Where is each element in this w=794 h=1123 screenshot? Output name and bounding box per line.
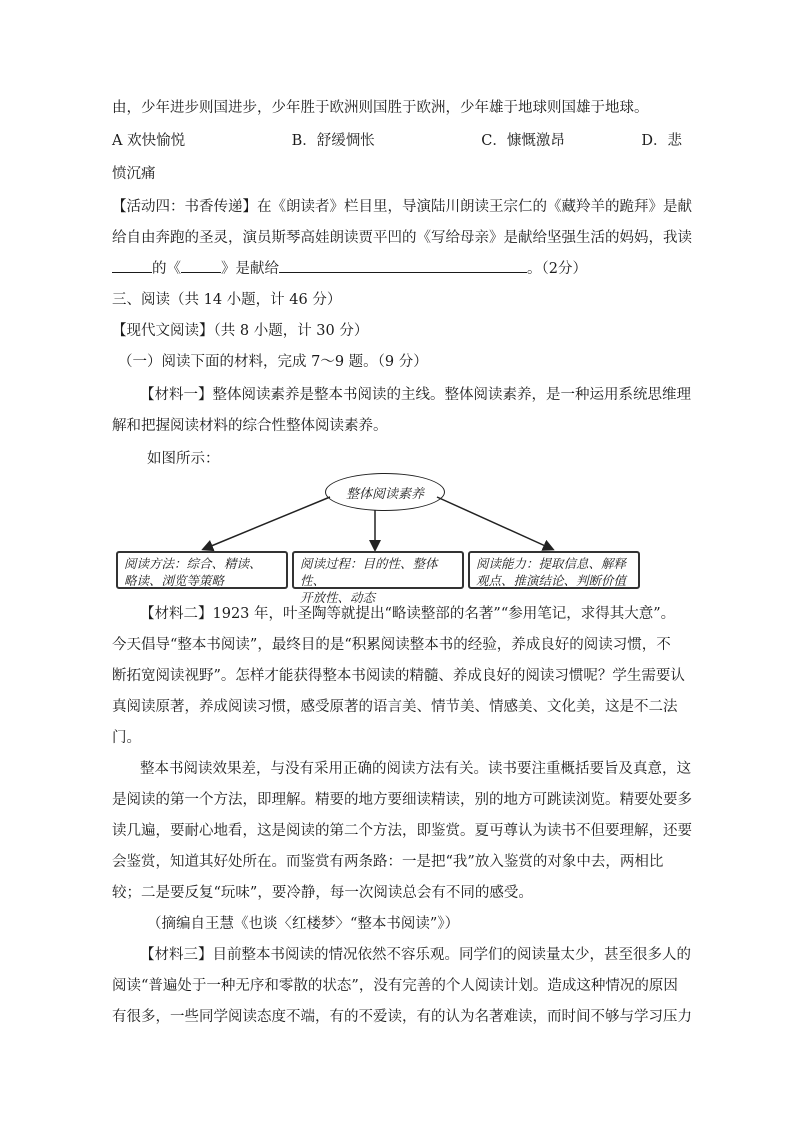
- text-line: 有很多，一些同学阅读态度不端，有的不爱读，有的认为名著难读，而时间不够与学习压力: [112, 1009, 692, 1025]
- text-line: 会鉴赏，知道其好处所在。而鉴赏有两条路：一是把“我”放入鉴赏的对象中去，两相比: [112, 854, 664, 870]
- answer-options: [112, 130, 682, 152]
- diagram-box-ability: 阅读能力：提取信息、解释 观点、推演结论、判断价值: [468, 551, 640, 589]
- text-line: 愤沉痛: [112, 166, 156, 182]
- question-heading: （一）阅读下面的材料，完成 7～9 题。（9 分）: [118, 354, 428, 370]
- text-line: 真阅读原著，养成阅读习惯，感受原著的语言美、情节美、情感美、文化美，这是不二法: [112, 699, 678, 715]
- text-line: 是阅读的第一个方法，即理解。精要的地方要细读精读，别的地方可跳读浏览。精要处要多: [112, 792, 692, 808]
- option-a: A 欢快愉悦: [112, 133, 186, 149]
- figure-caption: 如图所示：: [147, 451, 220, 467]
- text-line: 解和把握阅读材料的综合性整体阅读素养。: [112, 418, 388, 434]
- blank-dedication[interactable]: [279, 258, 527, 273]
- reading-literacy-diagram: [112, 465, 642, 605]
- activity-four-line: 【活动四：书香传递】在《朗读者》栏目里，导演陆川朗读王宗仁的《藏羚羊的跪拜》是献: [112, 199, 692, 215]
- material-one-line: 【材料一】整体阅读素养是整本书阅读的主线。整体阅读素养，是一种运用系统思维理: [140, 387, 691, 403]
- source-citation: （摘编自王慧《也谈〈红楼梦〉“整本书阅读”》）: [147, 916, 460, 932]
- diagram-center-node: 整体阅读素养: [325, 473, 445, 511]
- text-line: 今天倡导“整本书阅读”，最终目的是“积累阅读整本书的经验，养成良好的阅读习惯，不: [112, 637, 671, 653]
- diagram-box-method: 阅读方法：综合、精读、 略读、浏览等策略: [116, 551, 288, 589]
- material-two-line: 【材料二】1923 年，叶圣陶等就提出“略读整部的名著”“参用笔记，求得其大意”。: [140, 606, 676, 622]
- subsection-heading: 【现代文阅读】（共 8 小题，计 30 分）: [112, 323, 369, 339]
- blank-title[interactable]: [181, 258, 221, 273]
- text-line: 门。: [112, 730, 141, 746]
- option-b: B．舒缓惆怅: [291, 133, 375, 149]
- diagram-box-process: 阅读过程：目的性、整体性、 开放性、动态: [292, 551, 464, 589]
- text-line: 整本书阅读效果差，与没有采用正确的阅读方法有关。读书要注重概括要旨及真意，这: [140, 761, 691, 777]
- blank-author[interactable]: [112, 258, 152, 273]
- text-line: 给自由奔跑的圣灵，演员斯琴高娃朗读贾平凹的《写给母亲》是献给坚强生活的妈妈，我读: [112, 230, 692, 246]
- text-line: 由，少年进步则国进步，少年胜于欧洲则国胜于欧洲，少年雄于地球则国雄于地球。: [112, 100, 649, 116]
- option-c: C．慷慨激昂: [481, 133, 565, 149]
- text-line: 较；二是要反复“玩味”，要冷静，每一次阅读总会有不同的感受。: [112, 885, 533, 901]
- option-d: D．悲: [641, 133, 682, 149]
- text-line: 断拓宽阅读视野”。怎样才能获得整本书阅读的精髓、养成良好的阅读习惯呢？学生需要认: [112, 668, 685, 684]
- material-three-line: 【材料三】目前整本书阅读的情况依然不容乐观。同学们的阅读量太少，甚至很多人的: [140, 947, 691, 963]
- fill-in-line: 的《 》是献给 。（2分）: [112, 258, 682, 280]
- text-line: 读几遍，要耐心地看，这是阅读的第二个方法，即鉴赏。夏丏尊认为读书不但要理解，还要: [112, 823, 692, 839]
- text-line: 阅读“普遍处于一种无序和零散的状态”，没有完善的个人阅读计划。造成这种情况的原因: [112, 978, 678, 994]
- section-heading: 三、阅读（共 14 小题，计 46 分）: [112, 292, 342, 308]
